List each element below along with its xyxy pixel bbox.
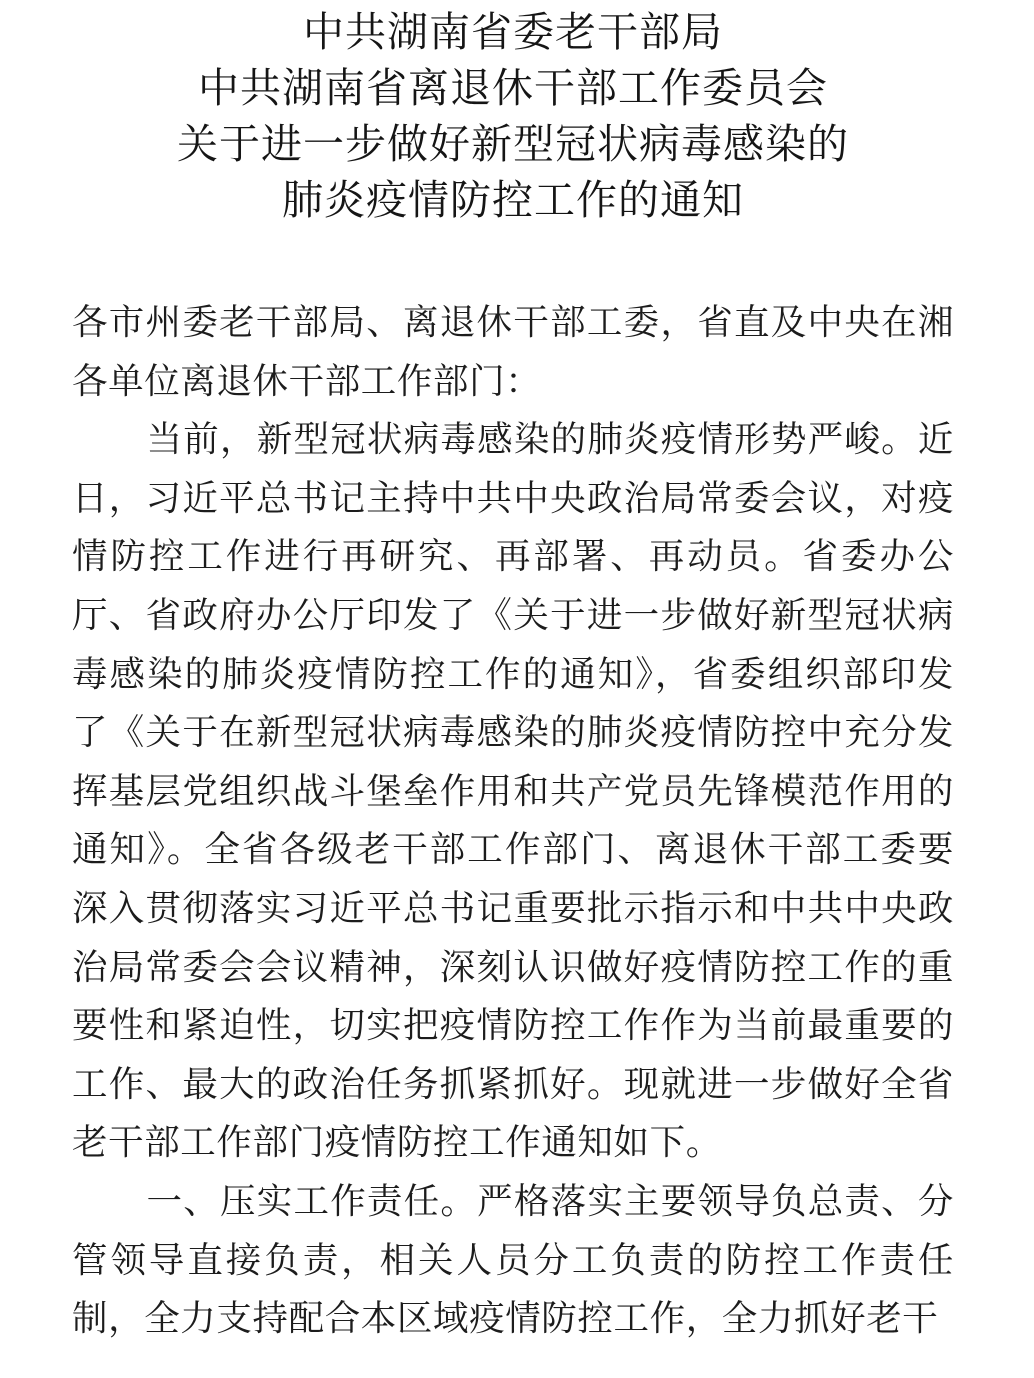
title-line-1: 中共湖南省委老干部局 (303, 8, 723, 56)
salutation: 各市州委老干部局、离退休干部工委，省直及中央在湘各单位离退休干部工作部门： (72, 302, 954, 402)
title-line-2: 中共湖南省离退休干部工作委员会 (198, 64, 828, 112)
document-title (72, 0, 954, 228)
paragraph-section-1: 一、压实工作责任。严格落实主要领导负总责、分管领导直接负责，相关人员分工负责的防控工作责任制，全力支持配合本区域疫情防控工作，全力抓好老干 (72, 1180, 954, 1340)
title-line-4: 肺炎疫情防控工作的通知 (282, 176, 744, 224)
paragraph-intro: 当前，新型冠状病毒感染的肺炎疫情形势严峻。近日，习近平总书记主持中共中央政治局常委会议，对疫情防控工作进行再研究、再部署、再动员。省委办公厅、省政府办公厅印发了《关于进一步做好新型冠状病毒感染的肺炎疫情防控工作的通知》，省委组织部印发了《关于在新型冠状病毒感染的肺炎疫情防控中充分发挥基层党组织战斗堡垒作用和共产党员先锋模范作用的通知》。全省各级老干部工作部门、离退休干部工委要深入贯彻落实习近平总书记重要批示指示和中共中央政治局常委会会议精神，深刻认识做好疫情防控工作的重要性和紧迫性，切实把疫情防控工作作为当前最重要的工作、最大的政治任务抓紧抓好。现就进一步做好全省老干部工作部门疫情防控工作通知如下。 (72, 419, 954, 1164)
document-body (72, 294, 954, 1349)
title-line-3: 关于进一步做好新型冠状病毒感染的 (177, 120, 849, 168)
